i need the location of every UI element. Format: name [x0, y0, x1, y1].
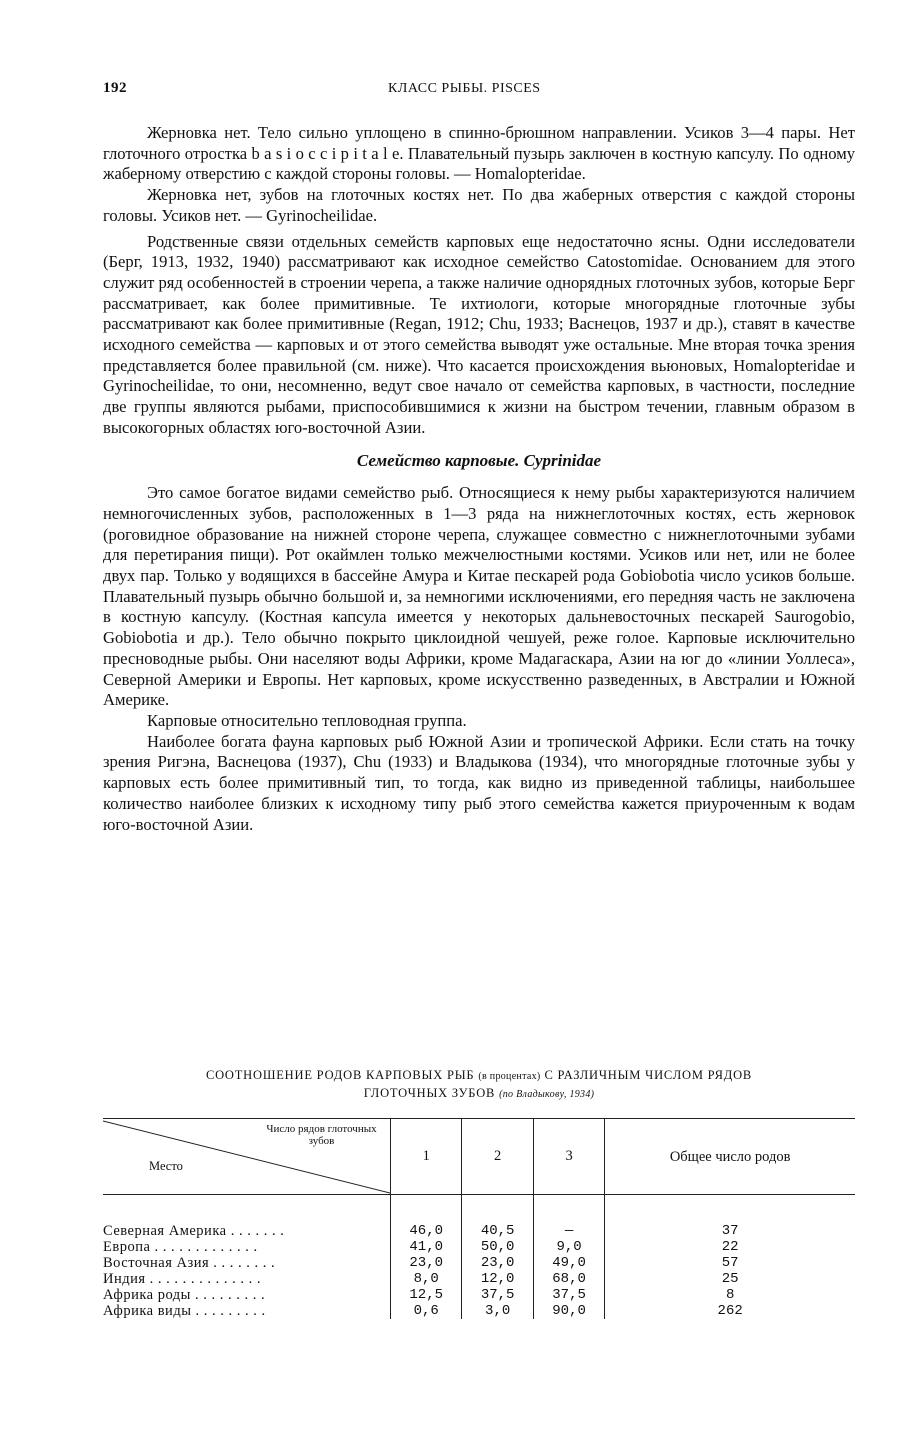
row-place: Европа . . . . . . . . . . . . .	[103, 1238, 258, 1255]
column-header-1: 1	[391, 1119, 462, 1195]
row-value-1: 23,0	[391, 1255, 462, 1271]
page-header	[103, 80, 855, 102]
page-number: 192	[103, 80, 127, 96]
table-row	[103, 1223, 855, 1239]
caption-line1-end: С РАЗЛИЧНЫМ ЧИСЛОМ РЯДОВ	[544, 1068, 753, 1082]
section-heading: Семейство карповые. Cyprinidae	[356, 450, 602, 470]
row-total: 25	[605, 1271, 855, 1287]
row-value-1: 41,0	[391, 1239, 462, 1255]
row-total: 8	[605, 1287, 855, 1303]
row-total: 262	[605, 1303, 855, 1319]
row-value-3: 68,0	[533, 1271, 604, 1287]
table-caption	[103, 1067, 855, 1103]
column-header-2: 2	[462, 1119, 533, 1195]
body-text	[103, 123, 855, 835]
header-place: Место	[149, 1159, 183, 1173]
row-value-2: 40,5	[462, 1223, 533, 1239]
table-header-corner	[103, 1119, 391, 1195]
row-place: Индия . . . . . . . . . . . . . .	[103, 1270, 262, 1287]
caption-line1: СООТНОШЕНИЕ РОДОВ КАРПОВЫХ РЫБ	[205, 1068, 475, 1082]
row-place: Африка виды . . . . . . . . .	[103, 1302, 266, 1319]
row-value-2: 3,0	[462, 1303, 533, 1319]
paragraph-homalopteridae: Жерновка нет. Тело сильно уплощено в спинно-брюшном направлении. Усиков 3—4 пары. Нет глоточного отростка b a s i o c c i p i t a l e. Плавательный пузырь заключен в костную капсулу. По одному жаберному отверстию с каждой стороны головы. — Homalopteridae.	[103, 123, 855, 184]
row-value-2: 23,0	[462, 1255, 533, 1271]
row-value-1: 0,6	[391, 1303, 462, 1319]
column-header-total: Общее число родов	[605, 1119, 855, 1195]
header-rows-label: Число рядов глоточных зубов	[266, 1123, 377, 1147]
paragraph-fauna: Наиболее богата фауна карповых рыб Южной Азии и тропической Африки. Если стать на точку зрения Ригэна, Васнецова (1937), Chu (1933) и Владыкова (1934), что многорядные глоточные зубы у карповых есть более примитивный тип, то тогда, как видно из приведенной таблицы, наибольшее количество наиболее близких к исходному типу рыб этого семейства кажется приуроченным к водам юго-восточной Азии.	[103, 731, 855, 834]
table-row	[103, 1255, 855, 1271]
table-spacer-row	[103, 1195, 855, 1223]
paragraph-gyrinocheilidae: Жерновка нет, зубов на глоточных костях нет. По два жаберных отверстия с каждой стороны головы. Усиков нет. — Gyrinocheilidae.	[103, 185, 855, 225]
table-row	[103, 1287, 855, 1303]
row-value-3: —	[533, 1223, 604, 1239]
row-value-3: 49,0	[533, 1255, 604, 1271]
caption-sub: (в процентах)	[478, 1071, 541, 1082]
row-place: Северная Америка . . . . . . .	[103, 1222, 285, 1239]
caption-source: (по Владыкову, 1934)	[499, 1089, 595, 1100]
paragraph-thermophilic: Карповые относительно тепловодная группа.	[147, 710, 467, 730]
paragraph-cyprinidae-description: Это самое богатое видами семейство рыб. Относящиеся к нему рыбы характеризуются наличием немногочисленных зубов, расположенных в 1—3 ряда на нижнеглоточных костях, есть жерновок (роговидное образование на нижней стороне черепа, служащее совместно с нижнеглоточными зубами для перетирания пищи). Рот окаймлен только межчелюстными костями. Усиков или нет, или не более двух пар. Только у водящихся в бассейне Амура и Китае пескарей рода Gobiobotia число усиков больше. Плавательный пузырь обычно большой и, за немногими исключениями, его передняя часть не заключена в костную капсулу. (Костная капсула имеется у некоторых дальневосточных пескарей Saurogobio, Gobiobotia и др.). Тело обычно покрыто циклоидной чешуей, реже голое. Карповые исключительно пресноводные рыбы. Они населяют воды Африки, кроме Мадагаскара, Азии на юг до «линии Уоллеса», Северной Америки и Европы. Нет карповых, кроме искусственно разведенных, в Австралии и Южной Америке.	[103, 483, 855, 710]
row-value-3: 9,0	[533, 1239, 604, 1255]
row-value-2: 37,5	[462, 1287, 533, 1303]
row-value-1: 8,0	[391, 1271, 462, 1287]
paragraph-relationships: Родственные связи отдельных семейств карповых еще недостаточно ясны. Одни исследователи (Берг, 1913, 1932, 1940) рассматривают как исходное семейство Catostomidae. Основанием для этого служит ряд особенностей в строении черепа, а также наличие однорядных глоточных зубов, которые Берг рассматривает, как более примитивные. Те ихтиологи, которые многорядные глоточные зубы рассматривают как более примитивные (Regan, 1912; Chu, 1933; Васнецов, 1937 и др.), ставят в качестве исходного семейства — карповых и от этого семейства выводят уже остальные. Мне вторая точка зрения представляется более правильной (см. ниже). Что касается происхождения вьюновых, Homalopteridae и Gyrinocheilidae, то они, несомненно, ведут свое начало от семейства карповых, в частности, последние две группы являются рыбами, приспособившимися к жизни на быстром течении, главным образом в высокогорных областях юго-восточной Азии.	[103, 231, 855, 437]
running-title: КЛАСС РЫБЫ. PISCES	[388, 81, 541, 96]
table-row	[103, 1239, 855, 1255]
row-value-3: 90,0	[533, 1303, 604, 1319]
row-value-1: 46,0	[391, 1223, 462, 1239]
row-value-1: 12,5	[391, 1287, 462, 1303]
table-row	[103, 1303, 855, 1319]
row-total: 37	[605, 1223, 855, 1239]
row-total: 22	[605, 1239, 855, 1255]
row-place: Восточная Азия . . . . . . . .	[103, 1254, 276, 1271]
caption-line2: ГЛОТОЧНЫХ ЗУБОВ	[363, 1086, 496, 1100]
column-header-3: 3	[533, 1119, 604, 1195]
row-total: 57	[605, 1255, 855, 1271]
row-value-3: 37,5	[533, 1287, 604, 1303]
pharyngeal-teeth-table	[103, 1118, 855, 1319]
row-value-2: 12,0	[462, 1271, 533, 1287]
row-value-2: 50,0	[462, 1239, 533, 1255]
table-row	[103, 1271, 855, 1287]
row-place: Африка роды . . . . . . . . .	[103, 1286, 266, 1303]
